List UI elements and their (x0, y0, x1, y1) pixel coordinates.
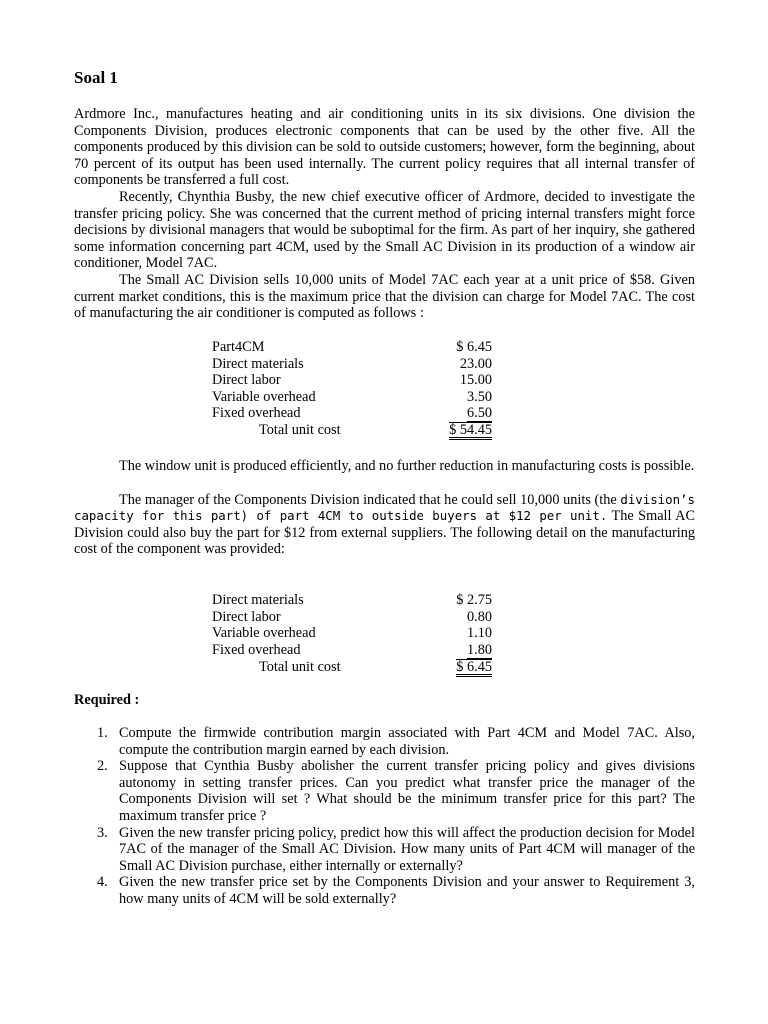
table-row (212, 372, 492, 389)
paragraph-small-ac-division: The Small AC Division sells 10,000 units of Model 7AC each year at a unit price of $58. Given current market conditions, this is the maximum price that the division can charge for Model 7AC. The cost of manufacturing the air conditioner is computed as follows : (74, 271, 695, 322)
cost-label: Direct labor (212, 372, 281, 389)
list-item (74, 725, 695, 758)
cost-label: Variable overhead (212, 388, 316, 405)
cost-value: 1.80 (466, 641, 492, 658)
page-title: Soal 1 (74, 68, 118, 87)
paragraph-company-background: Ardmore Inc., manufactures heating and air conditioning units in its six divisions. One division the Components Division, produces electronic components that can be used by the other five. All the components produced by this division can be sold to outside customers; however, form the beginning, about 70 percent of its output has been used internally. The current policy requires that all internal transfer of components be transferred a full cost. (74, 106, 695, 189)
cost-label: Direct materials (212, 592, 304, 608)
list-item (74, 825, 695, 875)
paragraph-efficiency: The window unit is produced efficiently, and no further reduction in manufacturing costs is possible. (119, 458, 695, 474)
total-row (212, 422, 492, 440)
cost-value: 3.50 (466, 388, 492, 405)
model-7ac-cost-table (212, 339, 492, 440)
item-text: Suppose that Cynthia Busby abolisher the current transfer pricing policy and gives divisions autonomy in setting transfer prices. Can you predict what transfer price the manager of the Components Division will set ? What should be the minimum transfer price for this part? The maximum transfer price ? (119, 758, 695, 824)
total-value: $ 6.45 (456, 658, 492, 675)
cost-label: Direct labor (212, 608, 281, 625)
item-number: 4. (97, 874, 108, 891)
part-4cm-cost-table (212, 592, 492, 677)
cost-value: 23.00 (459, 355, 492, 372)
cost-value: $ 6.45 (456, 339, 492, 355)
cost-label: Fixed overhead (212, 641, 301, 658)
item-number: 2. (97, 758, 108, 775)
item-number: 3. (97, 824, 108, 841)
table-row (212, 339, 492, 356)
middle-section (74, 458, 695, 558)
cost-value: 6.50 (466, 405, 492, 422)
cost-value: 0.80 (466, 608, 492, 625)
item-text: Compute the firmwide contribution margin associated with Part 4CM and Model 7AC. Also, compute the contribution margin earned by each division. (119, 725, 695, 758)
cost-label: Part4CM (212, 339, 265, 355)
cost-value: $ 2.75 (456, 592, 492, 608)
table-row (212, 642, 492, 659)
table-row (212, 389, 492, 406)
total-label: Total unit cost (259, 658, 341, 675)
total-label: Total unit cost (259, 422, 341, 439)
total-value: $ 54.45 (449, 422, 492, 439)
item-text: Given the new transfer pricing policy, predict how this will affect the production decision for Model 7AC of the manager of the Small AC Division. How many units of Part 4CM will manager of the Small AC Division purchase, either internally or externally? (119, 824, 695, 874)
intro-section (74, 106, 695, 322)
cost-label: Fixed overhead (212, 405, 301, 422)
item-number: 1. (97, 725, 108, 741)
required-heading: Required : (74, 692, 140, 708)
cost-label: Variable overhead (212, 625, 316, 642)
item-text: Given the new transfer price set by the Components Division and your answer to Requirement 3, how many units of 4CM will be sold externally? (119, 874, 695, 907)
table-row (212, 356, 492, 373)
paragraph-ceo-inquiry: Recently, Chynthia Busby, the new chief executive officer of Ardmore, decided to investigate the transfer pricing policy. She was concerned that the current method of pricing internal transfers might force decisions by divisional managers that would be suboptimal for the firm. As part of her inquiry, she gathered some information concerning part 4CM, used by the Small AC Division in its production of a window air conditioner, Model 7AC. (74, 188, 695, 272)
cost-value: 15.00 (459, 372, 492, 389)
requirements-list (74, 725, 695, 908)
table-row (212, 609, 492, 626)
cost-label: Direct materials (212, 355, 304, 372)
cost-value: 1.10 (466, 625, 492, 642)
table-row (212, 592, 492, 609)
list-item (74, 758, 695, 824)
table-row (212, 625, 492, 642)
list-item (74, 874, 695, 907)
paragraph-components-manager: The manager of the Components Division indicated that he could sell 10,000 units (the division’s capacity for this part) of part 4CM to outside buyers at $12 per unit. The Small AC Division could also buy the part for $12 from external suppliers. The following detail on the manufacturing cost of the component was provided: (74, 491, 696, 558)
total-row (212, 659, 492, 677)
table-row (212, 405, 492, 422)
